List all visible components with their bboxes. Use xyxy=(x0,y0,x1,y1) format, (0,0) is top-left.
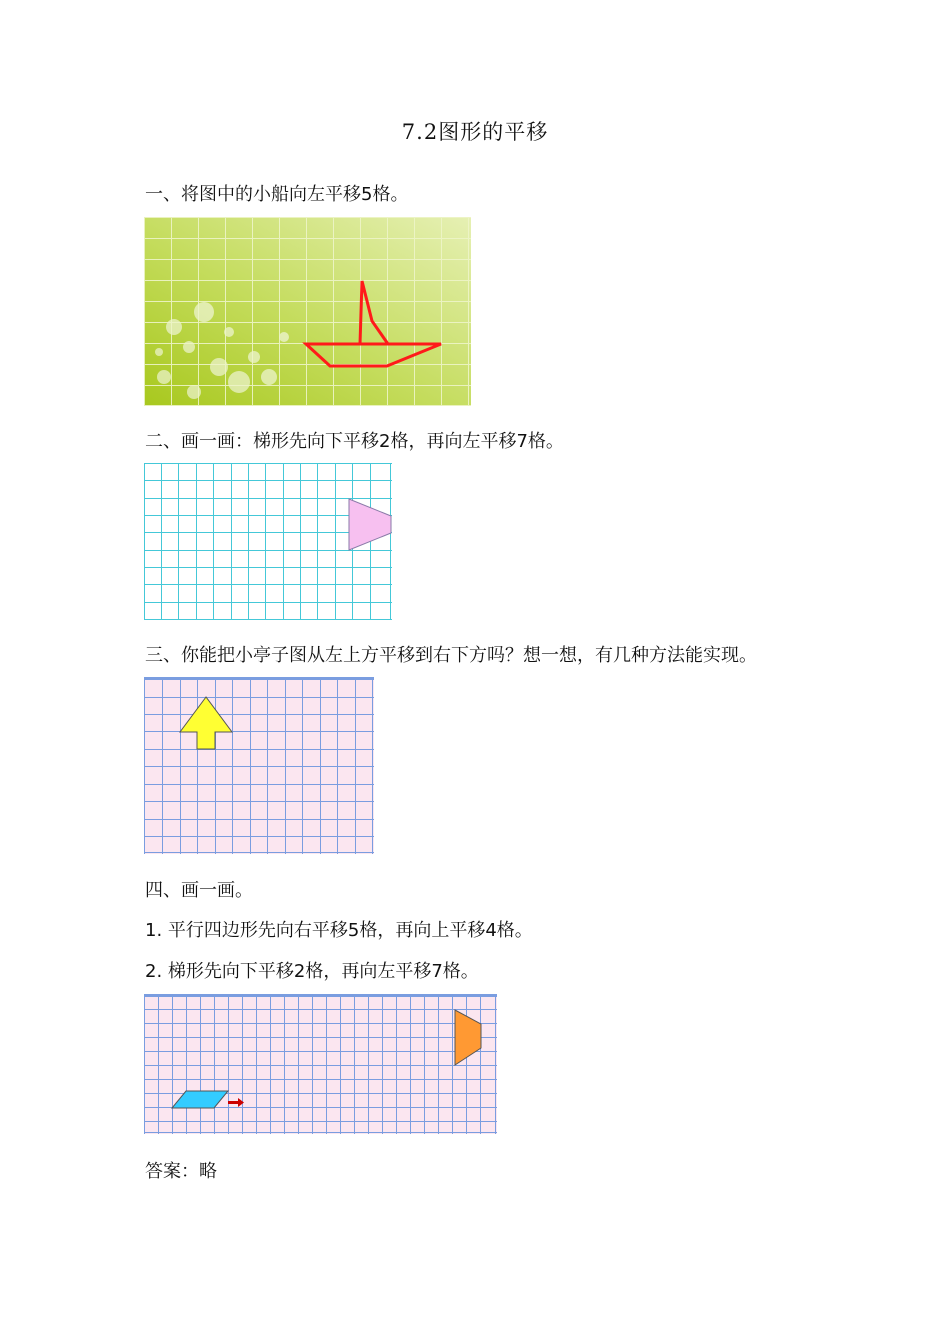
boat-grid-figure xyxy=(144,217,471,406)
question-4-text: 四、画一画。 xyxy=(145,880,253,901)
question-1-text: 一、将图中的小船向左平移5格。 xyxy=(145,184,409,205)
grid-top-border xyxy=(144,677,374,680)
cyan-grid-figure xyxy=(144,463,392,620)
pink-grid-figure-2 xyxy=(144,994,497,1134)
question-4-item-1: 1. 平行四边形先向右平移5格，再向上平移4格。 xyxy=(145,920,533,941)
question-3-text: 三、你能把小亭子图从左上方平移到右下方吗？想一想，有几种方法能实现。 xyxy=(145,645,757,666)
question-2-text: 二、画一画：梯形先向下平移2格，再向左平移7格。 xyxy=(145,431,564,452)
answer-text: 答案：略 xyxy=(145,1161,217,1182)
pink-grid-figure-1 xyxy=(144,677,374,854)
page-title: 7.2图形的平移 xyxy=(401,120,549,144)
grid-top-border-2 xyxy=(144,994,497,997)
question-4-item-2: 2. 梯形先向下平移2格，再向左平移7格。 xyxy=(145,961,479,982)
